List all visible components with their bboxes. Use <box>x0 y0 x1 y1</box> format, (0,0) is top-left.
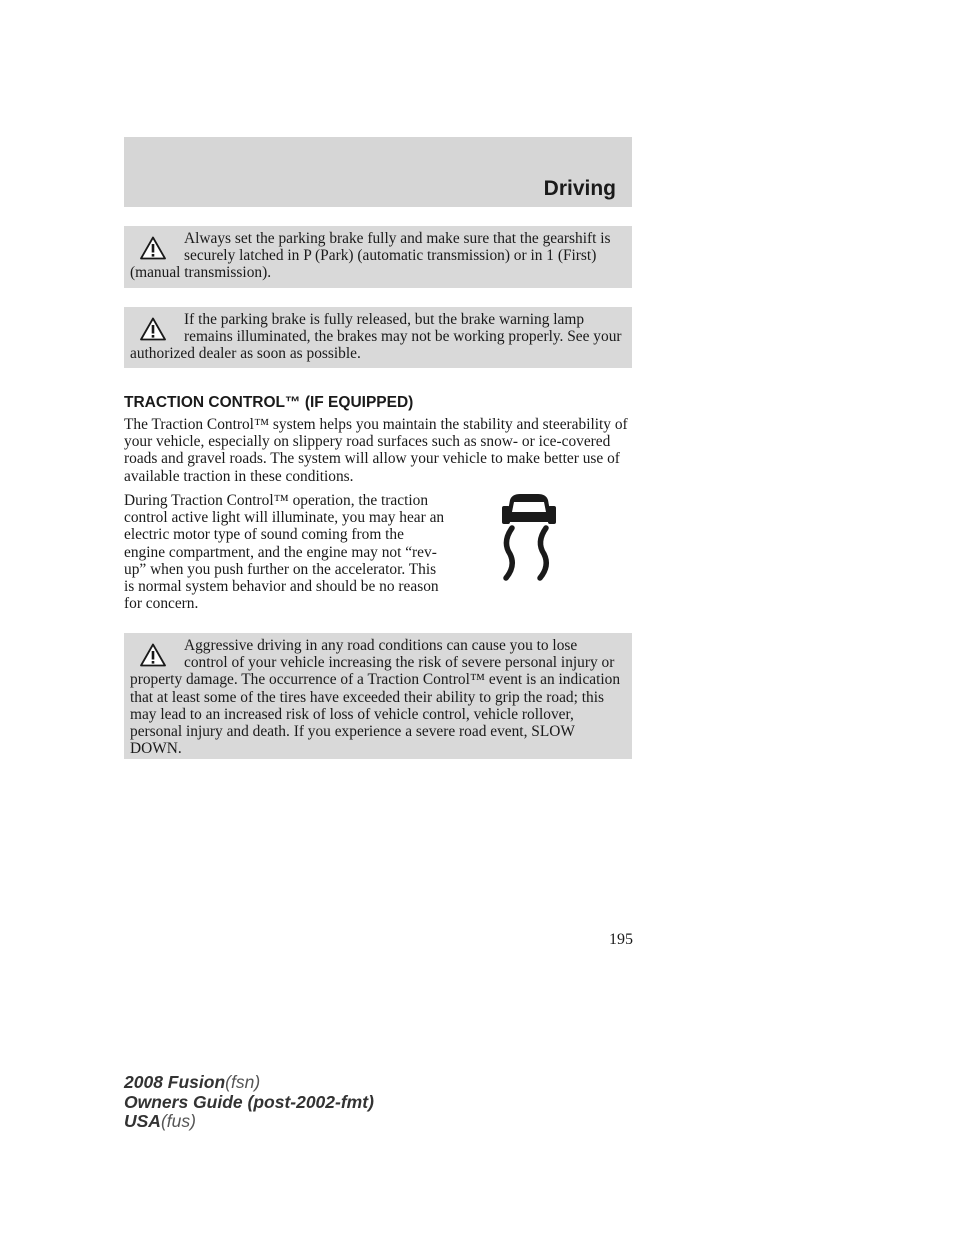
footer-line-1: 2008 Fusion(fsn) <box>124 1072 261 1092</box>
warning-box-aggressive-driving <box>124 633 632 759</box>
warning-triangle-icon <box>140 317 166 341</box>
warning-text: If the parking brake is fully released, but the brake warning lamp remains illuminated, the brakes may not be working properly. See your authorized dealer as soon as possible. <box>130 311 622 363</box>
warning-triangle-icon <box>140 643 166 667</box>
traction-icon-wrap <box>452 492 632 598</box>
warning-triangle-icon <box>140 236 166 260</box>
footer-line-2: Owners Guide (post-2002-fmt) <box>124 1091 374 1112</box>
warning-text: Always set the parking brake fully and make sure that the gearshift is securely latched in P (Park) (automatic transmission) or in 1 (First) (manual transmission). <box>130 230 611 282</box>
document-footer <box>124 1073 374 1132</box>
traction-control-icon <box>492 492 582 582</box>
traction-control-heading: TRACTION CONTROL™ (IF EQUIPPED) <box>124 394 414 411</box>
traction-control-operation <box>124 492 632 612</box>
warning-box-brake-lamp <box>124 307 632 368</box>
warning-text: Aggressive driving in any road conditions can cause you to lose control of your vehicle increasing the risk of severe personal injury or property damage. The occurrence of a Traction Control™ event is an indication that at least some of the tires have exceeded their ability to grip the road; this may lead to an increased risk of loss of vehicle control, vehicle rollover, personal injury and death. If you experience a severe road event, SLOW DOWN. <box>130 637 621 758</box>
footer-line-3: USA(fus) <box>124 1111 196 1131</box>
operation-text: During Traction Control™ operation, the traction control active light will illuminate, you may hear an electric motor type of sound coming from the engine compartment, and the engine may not “rev-up” when you push further on the accelerator. This is normal system behavior and should be no reason for concern. <box>124 492 445 613</box>
section-title: Driving <box>543 177 616 200</box>
section-header-band <box>124 137 632 207</box>
page-number: 195 <box>609 931 633 948</box>
traction-control-intro: The Traction Control™ system helps you maintain the stability and steerability of your vehicle, especially on slippery road surfaces such as snow- or ice-covered roads and gravel roads. The system will allow your vehicle to make better use of available traction in these conditions. <box>124 416 628 485</box>
warning-box-parking-brake-set <box>124 226 632 288</box>
